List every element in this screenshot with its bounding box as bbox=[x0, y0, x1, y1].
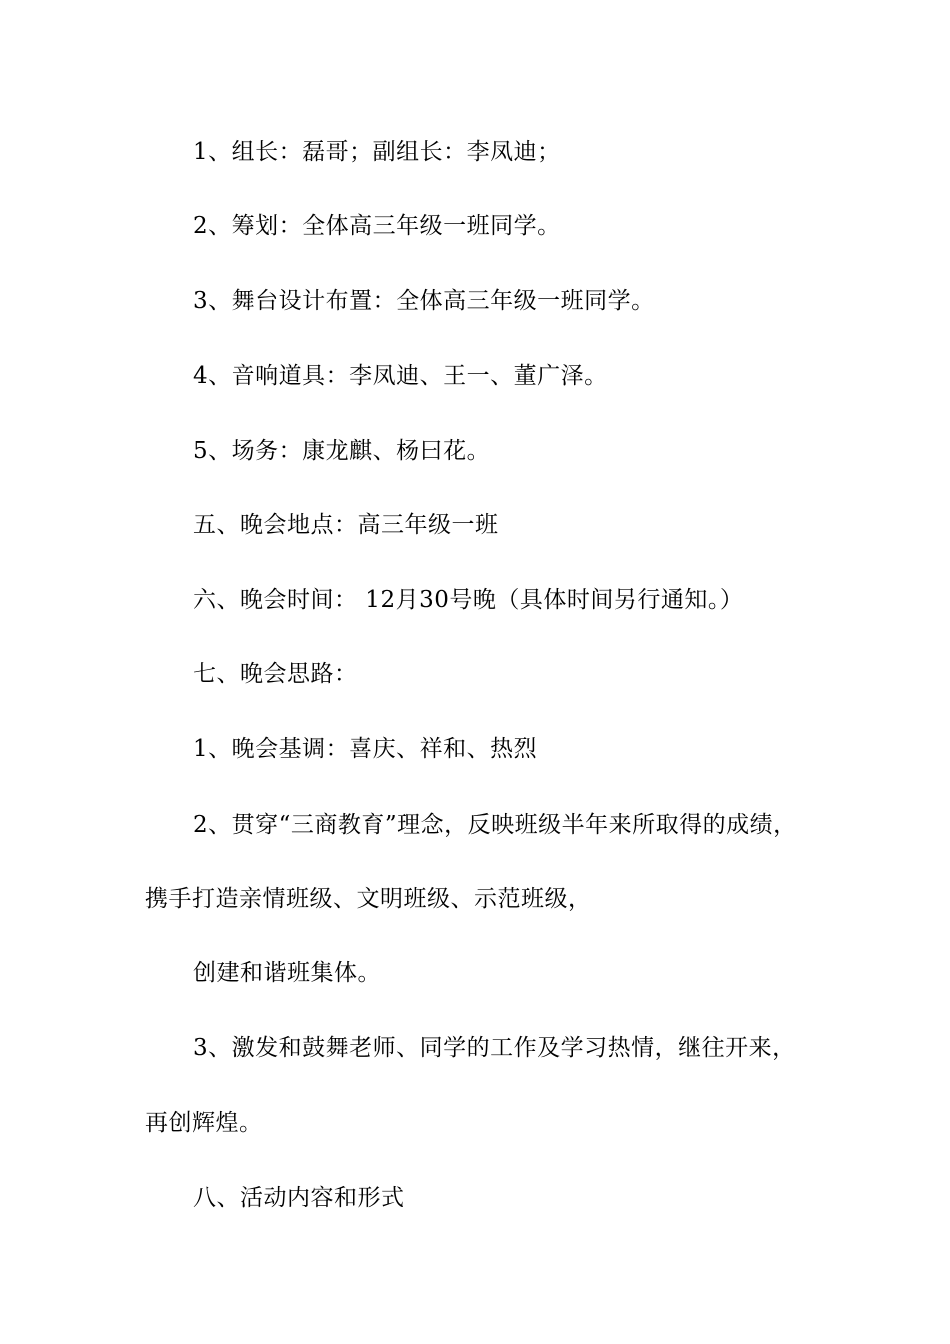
text-line-group-leader: 1、组长：磊哥；副组长：李凤迪； bbox=[193, 139, 561, 165]
text-line-inspire-continued: 再创辉煌。 bbox=[145, 1110, 263, 1136]
text-line-party-tone: 1、晚会基调：喜庆、祥和、热烈 bbox=[193, 736, 538, 762]
text-line-party-approach: 七、晚会思路： bbox=[193, 661, 358, 687]
text-line-concept-continued: 携手打造亲情班级、文明班级、示范班级， bbox=[145, 886, 592, 912]
text-line-venue-staff: 5、场务：康龙麒、杨曰花。 bbox=[193, 438, 491, 464]
text-line-concept: 2、贯穿“三商教育”理念，反映班级半年来所取得的成绩， bbox=[193, 812, 797, 838]
text-line-audio-props: 4、音响道具：李凤迪、王一、董广泽。 bbox=[193, 363, 608, 389]
text-line-inspire: 3、激发和鼓舞老师、同学的工作及学习热情，继往开来， bbox=[193, 1035, 796, 1061]
text-line-party-location: 五、晚会地点：高三年级一班 bbox=[193, 512, 499, 538]
text-line-planning: 2、筹划：全体高三年级一班同学。 bbox=[193, 213, 561, 239]
text-line-harmonious-class: 创建和谐班集体。 bbox=[193, 960, 381, 986]
text-line-activity-heading: 八、活动内容和形式 bbox=[193, 1185, 405, 1211]
text-line-party-time: 六、晚会时间： 12月30号晚（具体时间另行通知。） bbox=[193, 587, 744, 613]
text-line-stage-design: 3、舞台设计布置：全体高三年级一班同学。 bbox=[193, 288, 655, 314]
